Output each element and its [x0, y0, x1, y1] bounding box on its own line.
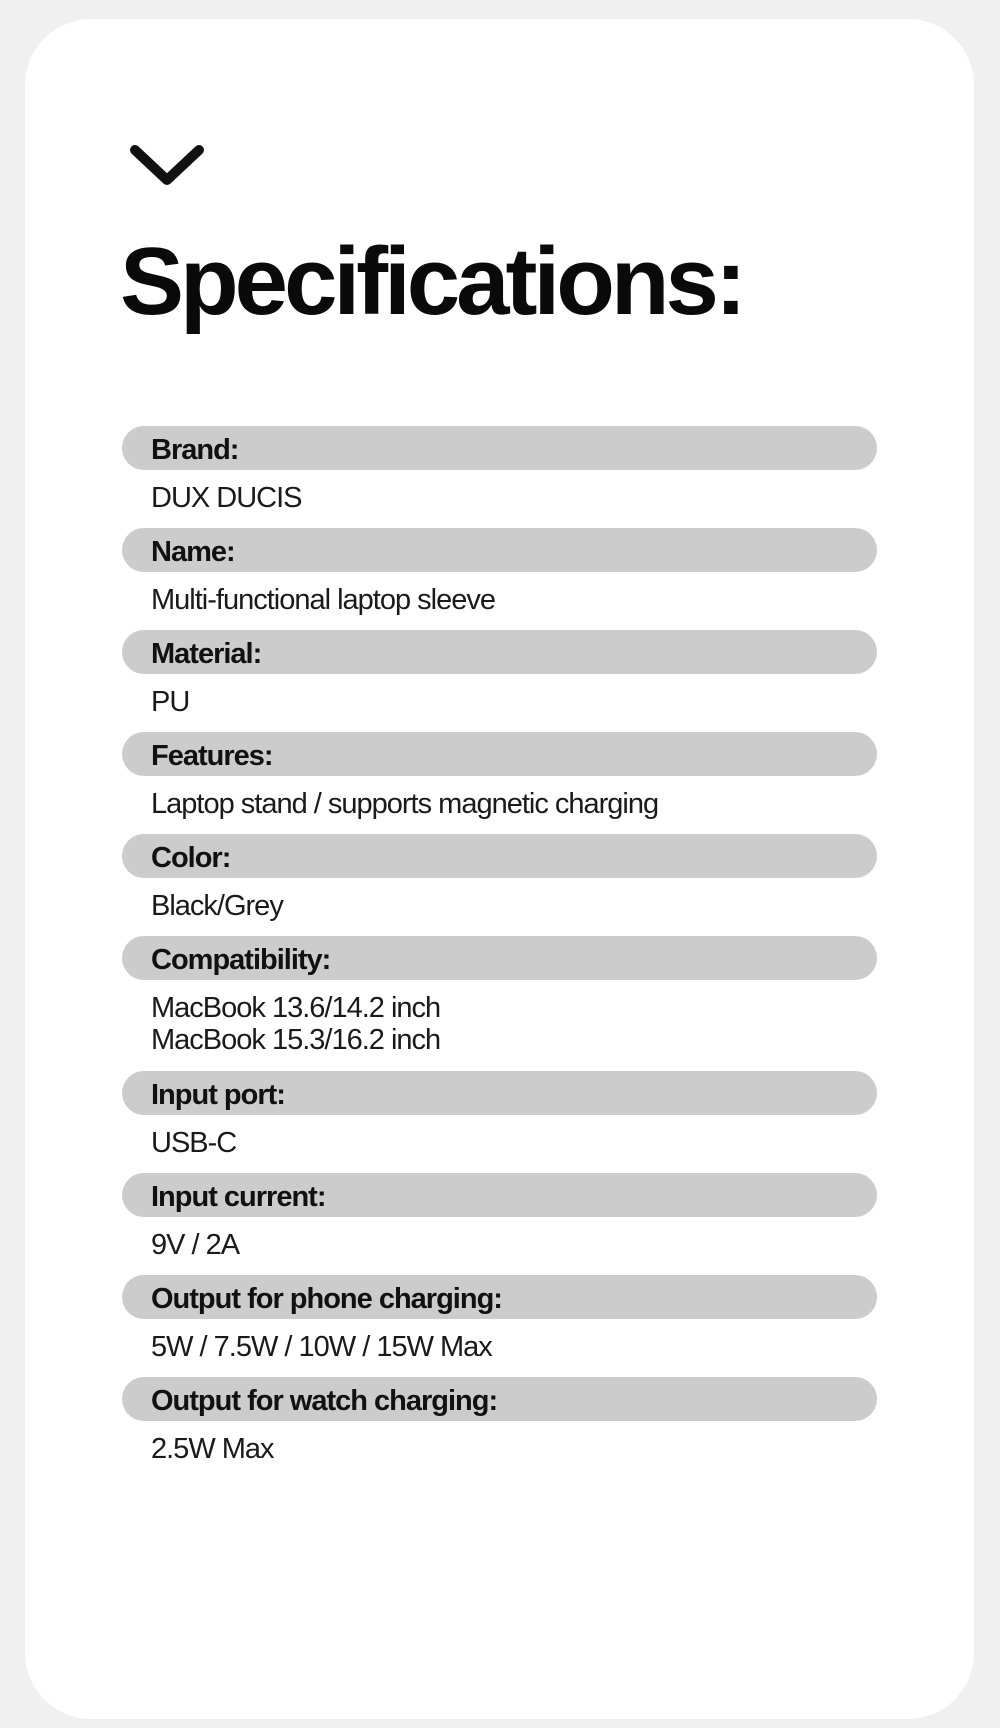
- spec-label: Brand:: [122, 426, 877, 470]
- spec-item-features: [122, 732, 877, 834]
- spec-label: Input current:: [122, 1173, 877, 1217]
- spec-value-line: 9V / 2A: [151, 1229, 240, 1261]
- spec-item-material: [122, 630, 877, 732]
- spec-label: Input port:: [122, 1071, 877, 1115]
- spec-label: Output for watch charging:: [122, 1377, 877, 1421]
- spec-item-output-phone: [122, 1275, 877, 1377]
- spec-value-line: Laptop stand / supports magnetic charging: [151, 788, 659, 820]
- spec-value: [122, 788, 877, 834]
- chevron-down-icon[interactable]: [129, 144, 205, 190]
- page-title: Specifications:: [120, 228, 743, 335]
- spec-label: Features:: [122, 732, 877, 776]
- spec-list: [122, 426, 877, 1479]
- spec-value: [122, 482, 877, 528]
- spec-value: [122, 1127, 877, 1173]
- spec-value: [122, 686, 877, 732]
- spec-label: Color:: [122, 834, 877, 878]
- spec-value-line: MacBook 15.3/16.2 inch: [151, 1024, 441, 1056]
- spec-value-line: Black/Grey: [151, 890, 283, 922]
- spec-label: Output for phone charging:: [122, 1275, 877, 1319]
- spec-value: [122, 1229, 877, 1275]
- spec-value: [122, 1433, 877, 1479]
- spec-item-brand: [122, 426, 877, 528]
- spec-value: [122, 1331, 877, 1377]
- spec-value-line: Multi-functional laptop sleeve: [151, 584, 495, 616]
- spec-value: [122, 890, 877, 936]
- spec-item-compatibility: [122, 936, 877, 1071]
- spec-value-line: MacBook 13.6/14.2 inch: [151, 992, 441, 1024]
- spec-value-line: DUX DUCIS: [151, 482, 302, 514]
- spec-item-input-current: [122, 1173, 877, 1275]
- spec-value: [122, 992, 877, 1071]
- spec-value-line: USB-C: [151, 1127, 237, 1159]
- spec-item-output-watch: [122, 1377, 877, 1479]
- spec-item-color: [122, 834, 877, 936]
- spec-value-line: 5W / 7.5W / 10W / 15W Max: [151, 1331, 492, 1363]
- spec-label: Compatibility:: [122, 936, 877, 980]
- spec-label: Name:: [122, 528, 877, 572]
- spec-value-line: PU: [151, 686, 190, 718]
- spec-item-name: [122, 528, 877, 630]
- spec-item-input-port: [122, 1071, 877, 1173]
- spec-value-line: 2.5W Max: [151, 1433, 274, 1465]
- spec-label: Material:: [122, 630, 877, 674]
- spec-value: [122, 584, 877, 630]
